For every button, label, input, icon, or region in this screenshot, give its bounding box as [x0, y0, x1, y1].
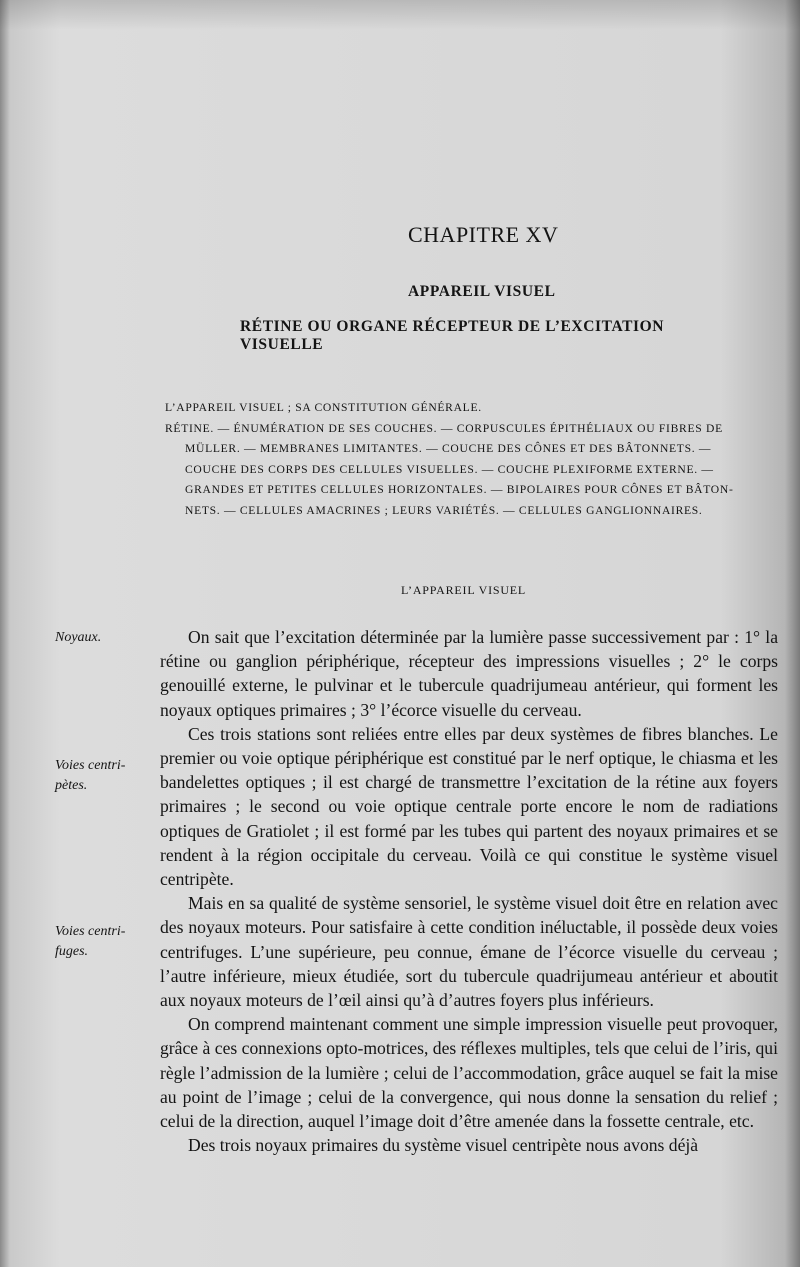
margin-note-voies-centripetes: Voies centri- pètes. [55, 758, 126, 793]
paragraph: Ces trois stations sont reliées entre elles par deux systèmes de fibres blanches. Le premier ou voie optique périphérique est constitué par le nerf optique, le chiasma et les bandelettes optiques ; il est chargé de transmettre l’excitation de la rétine aux foyers primaires ; le second ou voie optique centrale porte encore le nom de radiations optiques de Gratiolet ; il est formé par les tubes qui partent des noyaux primaires et se rendent à la région occipitale du cerveau. Voilà ce qui constitue le système visuel centripète. [160, 723, 778, 890]
paragraph: Des trois noyaux primaires du système visuel centripète nous avons déjà [188, 1135, 699, 1156]
chapter-number: CHAPITRE XV [408, 222, 559, 247]
chapter-subtitle: RÉTINE OU ORGANE RÉCEPTEUR DE L’EXCITATION VISUELLE [240, 318, 665, 353]
summary-line: NETS. — CELLULES AMACRINES ; LEURS VARIÉTÉS. — CELLULES GANGLIONNAIRES. [185, 503, 703, 517]
summary-line: RÉTINE. — ÉNUMÉRATION DE SES COUCHES. — CORPUSCULES ÉPITHÉLIAUX OU FIBRES DE [165, 421, 723, 435]
summary-line: GRANDES ET PETITES CELLULES HORIZONTALES. — BIPOLAIRES POUR CÔNES ET BÂTON- [185, 483, 734, 496]
summary-line: MÜLLER. — MEMBRANES LIMITANTES. — COUCHE DES CÔNES ET DES BÂTONNETS. — [185, 442, 712, 455]
page-shadow [0, 0, 800, 30]
paragraph: On sait que l’excitation déterminée par la lumière passe successivement par : 1° la rétine ou ganglion périphérique, récepteur des impressions visuelles ; 2° le corps genouillé externe, le pulvinar et le tubercule quadrijumeau antérieur, qui forment les noyaux optiques primaires ; 3° l’écorce visuelle du cerveau. [160, 627, 778, 720]
paragraph: On comprend maintenant comment une simple impression visuelle peut provoquer, grâce à ces connexions opto-motrices, des réflexes multiples, tels que celui de l’iris, qui règle l’admission de la lumière ; celui de l’accommodation, grâce auquel se fait la mise au point de l’image ; celui de la convergence, qui nous donne la sensation du relief ; celui de la direction, auquel l’image doit d’être amenée dans la fossette centrale, etc. [160, 1014, 778, 1132]
paragraph: Mais en sa qualité de système sensoriel, le système visuel doit être en relation avec des noyaux moteurs. Pour satisfaire à cette condition inéluctable, il possède deux voies centrifuges. L’une supérieure, peu connue, émane de l’écorce visuelle du cerveau ; l’autre inférieure, mieux étudiée, sort du tubercule quadrijumeau antérieur et aboutit aux noyaux moteurs de l’œil ainsi qu’à d’autres foyers plus inférieurs. [160, 893, 778, 1011]
section-heading: L’APPAREIL VISUEL [401, 583, 527, 597]
body-text [160, 625, 778, 1157]
summary-line: L’APPAREIL VISUEL ; SA CONSTITUTION GÉNÉRALE. [165, 401, 482, 414]
margin-note-noyaux: Noyaux. [55, 630, 102, 645]
chapter-summary [165, 398, 785, 521]
margin-note-voies-centrifuges: Voies centri- fuges. [55, 924, 126, 959]
summary-line: COUCHE DES CORPS DES CELLULES VISUELLES. — COUCHE PLEXIFORME EXTERNE. — [185, 462, 714, 476]
chapter-title: APPAREIL VISUEL [408, 283, 556, 300]
